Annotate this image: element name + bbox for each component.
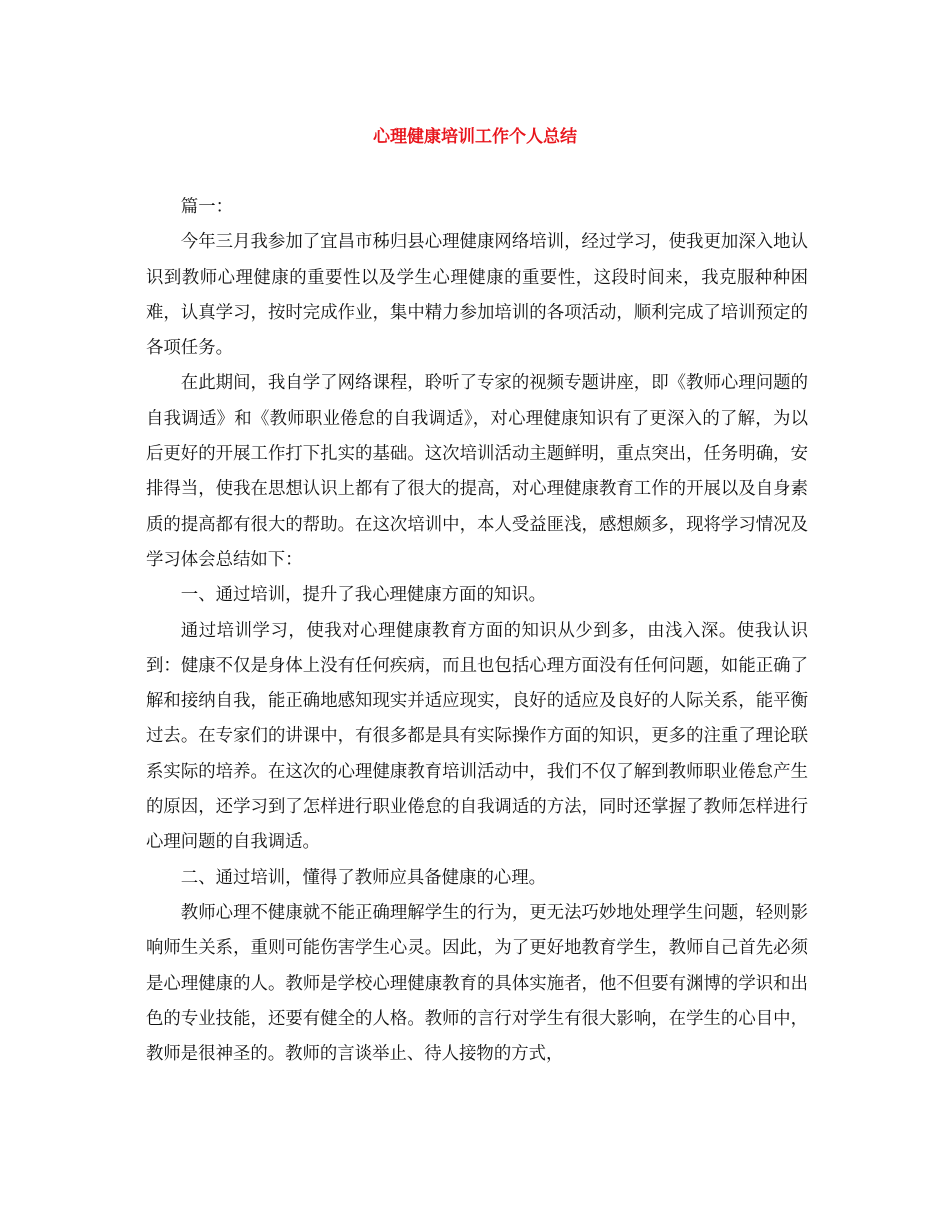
paragraph: 在此期间，我自学了网络课程，聆听了专家的视频专题讲座，即《教师心理问题的自我调适》和《教师职业倦怠的自我调适》，对心理健康知识有了更深入的了解，为以后更好的开展工作打下扎实的基础。这次培训活动主题鲜明，重点突出，任务明确，安排得当，使我在思想认识上都有了很大的提高，对心理健康教育工作的开展以及自身素质的提高都有很大的帮助。在这次培训中，本人受益匪浅，感想颇多，现将学习情况及学习体会总结如下： bbox=[146, 373, 808, 570]
section-heading: 一、通过培训，提升了我心理健康方面的知识。 bbox=[180, 585, 547, 606]
paragraph: 通过培训学习，使我对心理健康教育方面的知识从少到多，由浅入深。使我认识到：健康不仅是身体上没有任何疾病，而且也包括心理方面没有任何问题，如能正确了解和接纳自我，能正确地感知现实并适应现实，良好的适应及良好的人际关系，能平衡过去。在专家们的讲课中，有很多都是具有实际操作方面的知识，更多的注重了理论联系实际的培养。在这次的心理健康教育培训活动中，我们不仅了解到教师职业倦怠产生的原因，还学习到了怎样进行职业倦怠的自我调适的方法，同时还掌握了教师怎样进行心理问题的自我调适。 bbox=[146, 620, 808, 853]
paragraph: 今年三月我参加了宜昌市秭归县心理健康网络培训，经过学习，使我更加深入地认识到教师心理健康的重要性以及学生心理健康的重要性，这段时间来，我克服种种困难，认真学习，按时完成作业，集中精力参加培训的各项活动，顺利完成了培训预定的各项任务。 bbox=[146, 232, 808, 359]
document-body bbox=[146, 190, 808, 1072]
section-label: 篇一： bbox=[180, 197, 233, 217]
document-title: 心理健康培训工作个人总结 bbox=[373, 127, 577, 147]
section-heading: 二、通过培训，懂得了教师应具备健康的心理。 bbox=[180, 867, 547, 888]
paragraph: 教师心理不健康就不能正确理解学生的行为，更无法巧妙地处理学生问题，轻则影响师生关系，重则可能伤害学生心灵。因此，为了更好地教育学生，教师自己首先必须是心理健康的人。教师是学校心理健康教育的具体实施者，他不但要有渊博的学识和出色的专业技能，还要有健全的人格。教师的言行对学生有很大影响，在学生的心目中，教师是很神圣的。教师的言谈举止、待人接物的方式， bbox=[146, 902, 808, 1065]
